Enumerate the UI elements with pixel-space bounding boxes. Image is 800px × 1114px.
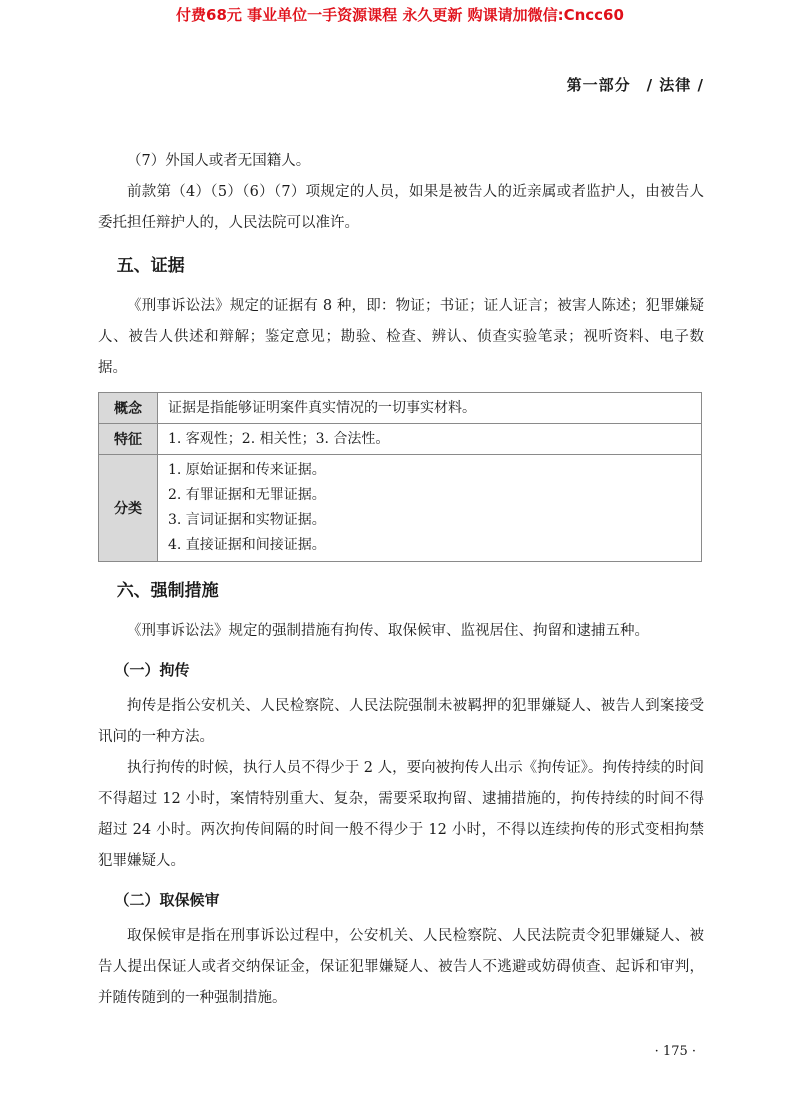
paragraph-defender-rule: 前款第（4）（5）（6）（7）项规定的人员，如果是被告人的近亲属或者监护人，由被告人委托担任辩护人的，人民法院可以准许。 xyxy=(98,184,704,231)
table-row xyxy=(99,393,702,424)
subsection-heading-summons: （一）拘传 xyxy=(114,661,190,679)
row-label-feature: 特征 xyxy=(99,424,158,455)
section-heading-coercive-measures: 六、强制措施 xyxy=(116,581,219,601)
row-value-concept: 证据是指能够证明案件真实情况的一切事实材料。 xyxy=(158,393,702,424)
row-label-category: 分类 xyxy=(99,455,158,562)
category-item: 3. 言词证据和实物证据。 xyxy=(168,512,326,528)
paragraph-summons-rules: 执行拘传的时候，执行人员不得少于 2 人，要向被拘传人出示《拘传证》。拘传持续的时间不得超过 12 小时，案情特别重大、复杂，需要采取拘留、逮捕措施的，拘传持续的时间不得超过 24 小时。两次拘传间隔的时间一般不得少于 12 小时，不得以连续拘传的形式变相拘禁犯罪嫌疑人。 xyxy=(98,760,704,869)
table-row xyxy=(99,455,702,562)
evidence-table xyxy=(98,392,702,562)
watermark-banner: 付费68元 事业单位一手资源课程 永久更新 购课请加微信:Cncc60 xyxy=(176,6,624,24)
paragraph-coercive-measures: 《刑事诉讼法》规定的强制措施有拘传、取保候审、监视居住、拘留和逮捕五种。 xyxy=(127,623,649,639)
row-label-concept: 概念 xyxy=(99,393,158,424)
subsection-heading-bail: （二）取保候审 xyxy=(114,891,220,909)
paragraph-evidence-types: 《刑事诉讼法》规定的证据有 8 种，即：物证；书证；证人证言；被害人陈述；犯罪嫌疑人、被告人供述和辩解；鉴定意见；勘验、检查、辨认、侦查实验笔录；视听资料、电子数据。 xyxy=(98,298,704,376)
page-number: · 175 · xyxy=(654,1044,696,1059)
table-row xyxy=(99,424,702,455)
paragraph-foreigner-item: （7）外国人或者无国籍人。 xyxy=(127,153,311,169)
paragraph-summons-definition: 拘传是指公安机关、人民检察院、人民法院强制未被羁押的犯罪嫌疑人、被告人到案接受讯问的一种方法。 xyxy=(98,698,704,745)
row-value-feature: 1. 客观性；2. 相关性；3. 合法性。 xyxy=(158,424,702,455)
page-body xyxy=(98,146,704,1014)
running-head: 第一部分 / 法律 / xyxy=(566,76,704,94)
category-item: 2. 有罪证据和无罪证据。 xyxy=(168,487,326,503)
row-value-category xyxy=(158,455,702,562)
section-heading-evidence: 五、证据 xyxy=(116,256,185,276)
category-item: 4. 直接证据和间接证据。 xyxy=(168,537,326,553)
category-item: 1. 原始证据和传来证据。 xyxy=(168,462,326,478)
paragraph-bail-definition: 取保候审是指在刑事诉讼过程中，公安机关、人民检察院、人民法院责令犯罪嫌疑人、被告人提出保证人或者交纳保证金，保证犯罪嫌疑人、被告人不逃避或妨碍侦查、起诉和审判，并随传随到的一种强制措施。 xyxy=(98,928,704,1006)
